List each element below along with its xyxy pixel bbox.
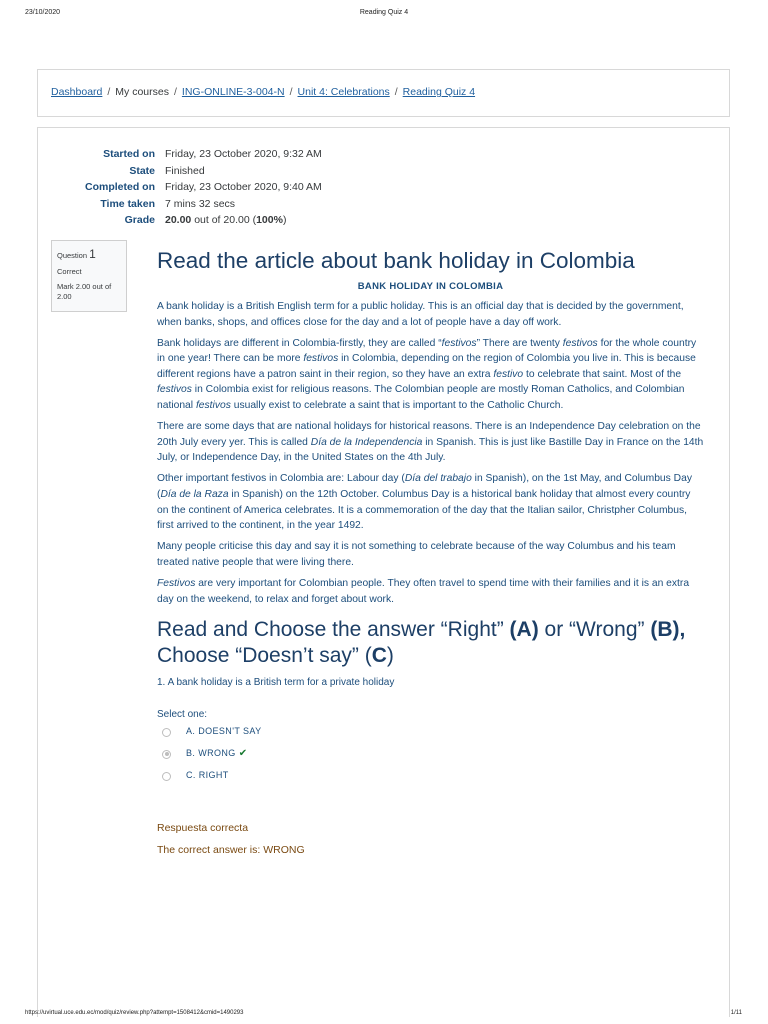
- completed-on-value: Friday, 23 October 2020, 9:40 AM: [165, 181, 322, 194]
- question-number-value: 1: [89, 247, 96, 261]
- answer-option-label: C. RIGHT: [186, 769, 229, 780]
- print-header: [0, 0, 768, 22]
- breadcrumb: [51, 86, 475, 98]
- breadcrumb-container: [37, 69, 730, 117]
- instructions-bold: (A): [509, 618, 539, 642]
- answer-option-c[interactable]: [157, 770, 704, 792]
- radio-button[interactable]: [162, 772, 171, 781]
- instructions-fragment: ): [386, 644, 394, 668]
- article-paragraph: [157, 471, 704, 533]
- question-text: 1. A bank holiday is a British term for a private holiday: [157, 676, 395, 688]
- breadcrumb-course-link[interactable]: ING-ONLINE-3-004-N: [181, 86, 285, 98]
- started-on-value: Friday, 23 October 2020, 9:32 AM: [165, 148, 322, 160]
- text-fragment: usually exist to celebrate a saint that is important to the Catholic Church.: [230, 400, 564, 412]
- question-number: [57, 246, 121, 262]
- breadcrumb-separator: /: [107, 86, 111, 98]
- article-paragraph: Many people criticise this day and say it is not something to celebrate because of the way Columbus and his team treated native people that were living there.: [157, 541, 676, 568]
- breadcrumb-separator: /: [173, 86, 177, 98]
- feedback: [157, 822, 704, 856]
- text-fragment: to celebrate that saint. Most of the: [523, 368, 682, 380]
- italic-term: Día del trabajo: [404, 473, 472, 485]
- time-taken-label: Time taken: [100, 197, 155, 210]
- time-taken-value: 7 mins 32 secs: [165, 197, 236, 210]
- instructions-heading: [157, 617, 704, 670]
- radio-button-selected[interactable]: [162, 750, 171, 759]
- started-on-label: Started on: [103, 148, 155, 160]
- article-heading: Read the article about bank holiday in Colombia: [157, 248, 635, 273]
- article-paragraph: [157, 576, 704, 607]
- check-icon: ✔: [238, 747, 248, 759]
- grade-percent: 100%: [256, 214, 283, 227]
- instructions-fragment: Choose “Doesn’t say” (: [157, 644, 372, 668]
- text-fragment: for the whole country in one year! There can be more: [157, 337, 697, 365]
- select-one-prompt: Select one:: [157, 708, 208, 720]
- grade-mid: out of 20.00 (: [191, 214, 257, 227]
- breadcrumb-quiz-link[interactable]: Reading Quiz 4: [402, 86, 476, 98]
- completed-on-label: Completed on: [85, 181, 155, 194]
- answer-option-label: A. DOESN'T SAY: [186, 725, 262, 736]
- text-fragment: are very important for Colombian people. They often travel to spend time with their families and it is an extra day on the weekend, to relax and forget about work.: [157, 578, 690, 605]
- print-title: Reading Quiz 4: [359, 9, 409, 16]
- print-page-count: 1/11: [730, 1010, 742, 1016]
- instructions-bold: C: [371, 644, 387, 668]
- text-fragment: in Spanish) on the 12th October. Columbus Day is a historical bank holiday that almost every country on the continent of America celebrates. It is a commemoration of the day that the Italian sailor, Christpher Columbus, first arrived to the continent, in the year 1492.: [157, 489, 691, 532]
- state-label: State: [129, 164, 155, 177]
- text-fragment: ” There are twenty: [476, 337, 563, 349]
- italic-term: Día de la Independencia: [310, 436, 423, 448]
- answer-option-b[interactable]: [157, 748, 704, 770]
- print-date: 23/10/2020: [25, 9, 61, 16]
- question-status: Correct: [57, 267, 82, 277]
- grade-end: ): [282, 214, 287, 227]
- answer-option-text: B. WRONG: [186, 747, 236, 758]
- italic-term: festivo: [493, 368, 524, 380]
- italic-term: festivos: [157, 384, 192, 396]
- breadcrumb-separator: /: [289, 86, 293, 98]
- italic-term: festivos: [195, 400, 231, 412]
- breadcrumb-dashboard-link[interactable]: Dashboard: [51, 86, 103, 98]
- italic-term: Día de la Raza: [160, 489, 229, 501]
- text-fragment: Other important festivos in Colombia are: Labour day (: [157, 473, 405, 485]
- grade-label: Grade: [124, 214, 155, 227]
- feedback-status: Respuesta correcta: [157, 821, 249, 834]
- instructions-fragment: or “Wrong”: [538, 618, 651, 642]
- question-mark: Mark 2.00 out of 2.00: [57, 282, 112, 302]
- breadcrumb-separator: /: [394, 86, 398, 98]
- text-fragment: Bank holidays are different in Colombia-firstly, they are called “: [157, 337, 442, 349]
- grade-value: [165, 214, 286, 226]
- grade-score: 20.00: [165, 214, 192, 227]
- article-paragraph: [157, 336, 704, 414]
- italic-term: festivos: [303, 353, 339, 365]
- question-content: [157, 247, 704, 866]
- feedback-correct-answer: The correct answer is: WRONG: [157, 843, 305, 856]
- text-fragment: in Spanish. This is just like Bastille Day in France on the 14th July, or Independence Day, in the United States on the 4th July.: [157, 436, 704, 464]
- article-paragraph: [157, 419, 704, 466]
- answer-option-label: [186, 748, 247, 759]
- text-fragment: in Colombia exist for religious reasons. The Colombian people are mostly Roman Catholics, and Colombian national: [157, 384, 685, 412]
- text-fragment: There are some days that are national holidays for historical reasons. There is an Independence Day celebration on the 20th July every yer. This is called: [157, 421, 701, 448]
- italic-term: Festivos: [157, 578, 196, 589]
- italic-term: festivos: [562, 337, 598, 349]
- article-subtitle: BANK HOLIDAY IN COLOMBIA: [357, 281, 504, 292]
- breadcrumb-unit-link[interactable]: Unit 4: Celebrations: [297, 86, 390, 98]
- article-paragraph: A bank holiday is a British English term for a public holiday. This is an official day that is decided by the government, when banks, shops, and offices close for the day and a lot of people have a day off work.: [157, 301, 684, 328]
- radio-button[interactable]: [162, 728, 171, 737]
- text-fragment: in Spanish), on the 1st May, and Columbus Day (: [157, 473, 692, 501]
- text-fragment: in Colombia, depending on the region of Colombia you live in. This is because different regions have a patron saint in their region, so they have an extra: [157, 353, 696, 380]
- question-info: [51, 240, 127, 312]
- print-url: https://uvirtual.uce.edu.ec/mod/quiz/review.php?attempt=1508412&cmid=1490293: [25, 1010, 244, 1016]
- state-value: Finished: [165, 164, 205, 177]
- instructions-fragment: Read and Choose the answer “Right”: [157, 618, 510, 642]
- instructions-bold: (B),: [650, 618, 686, 642]
- question-word: Question: [57, 251, 90, 260]
- breadcrumb-my-courses: My courses: [115, 86, 169, 98]
- italic-term: festivos: [441, 337, 477, 349]
- answer-option-a[interactable]: [157, 726, 704, 748]
- print-footer: [0, 1004, 768, 1024]
